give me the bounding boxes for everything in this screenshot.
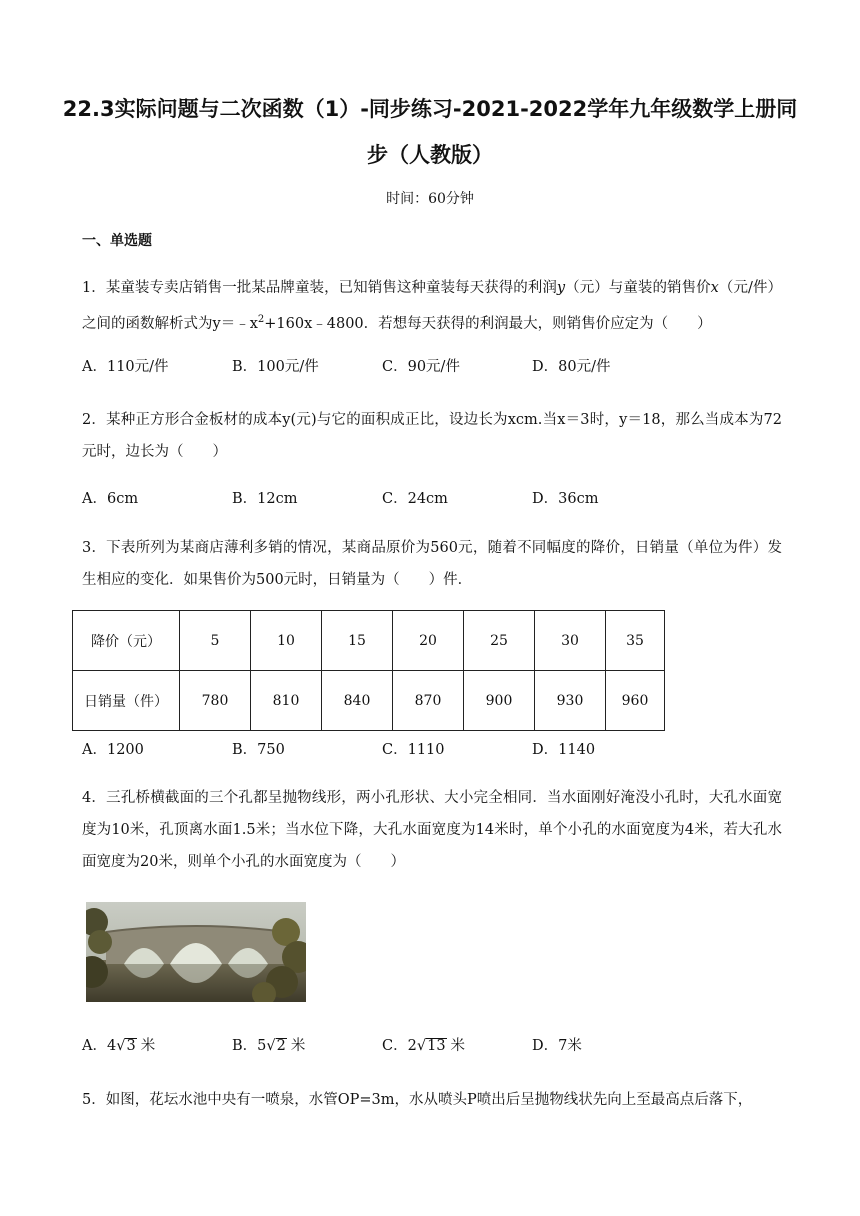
table-cell: 930 bbox=[535, 671, 606, 731]
table-cell: 15 bbox=[322, 611, 393, 671]
table-cell: 30 bbox=[535, 611, 606, 671]
table-cell: 25 bbox=[464, 611, 535, 671]
table-header-cell: 降价（元） bbox=[73, 611, 180, 671]
q3-option-a[interactable]: A．1200 bbox=[82, 742, 144, 758]
q4-option-b[interactable]: B．5√2 米 bbox=[232, 1038, 306, 1054]
table-cell: 20 bbox=[393, 611, 464, 671]
question-5-text: 5．如图，花坛水池中央有一喷泉，水管OP=3m，水从喷头P喷出后呈抛物线状先向上至最高点后落下， bbox=[82, 1092, 753, 1108]
bridge-photo bbox=[86, 902, 306, 1002]
time-limit: 时间：60分钟 bbox=[386, 191, 474, 207]
q3-option-c[interactable]: C．1110 bbox=[382, 742, 445, 758]
sqrt-icon: √ bbox=[116, 1038, 126, 1054]
table-cell: 900 bbox=[464, 671, 535, 731]
q2-option-d[interactable]: D．36cm bbox=[532, 491, 599, 507]
table-cell: 810 bbox=[251, 671, 322, 731]
table-cell: 5 bbox=[180, 611, 251, 671]
sqrt-icon: √ bbox=[416, 1038, 427, 1054]
table-cell: 840 bbox=[322, 671, 393, 731]
table-cell: 10 bbox=[251, 611, 322, 671]
table-cell: 870 bbox=[393, 671, 464, 731]
table-row bbox=[73, 611, 665, 671]
question-2-text: 2．某种正方形合金板材的成本y(元)与它的面积成正比，设边长为xcm.当x＝3时，y＝18，那么当成本为72元时，边长为（ ） bbox=[82, 412, 782, 460]
q1-option-b[interactable]: B．100元/件 bbox=[232, 359, 319, 375]
q1-option-d[interactable]: D．80元/件 bbox=[532, 359, 611, 375]
q1-option-c[interactable]: C．90元/件 bbox=[382, 359, 460, 375]
table-header-cell: 日销量（件） bbox=[73, 671, 180, 731]
q2-option-b[interactable]: B．12cm bbox=[232, 491, 298, 507]
q1-formula: $y=﹣x^2+160x﹣4800$ bbox=[212, 314, 364, 332]
table-cell: 960 bbox=[606, 671, 665, 731]
discount-sales-table bbox=[72, 610, 665, 731]
table-cell: 35 bbox=[606, 611, 665, 671]
sqrt-icon: √ bbox=[266, 1038, 276, 1054]
q4-option-d[interactable]: D．7米 bbox=[532, 1038, 582, 1054]
table-cell: 780 bbox=[180, 671, 251, 731]
question-3-text: 3．下表所列为某商店薄利多销的情况，某商品原价为560元，随着不同幅度的降价，日销量（单位为件）发生相应的变化．如果售价为500元时，日销量为（ ）件． bbox=[82, 540, 782, 588]
q1-option-a[interactable]: A．110元/件 bbox=[82, 359, 169, 375]
section-heading: 一、单选题 bbox=[82, 233, 152, 249]
q4-option-a[interactable]: A．4√3 米 bbox=[82, 1038, 156, 1054]
q2-option-c[interactable]: C．24cm bbox=[382, 491, 448, 507]
q3-option-d[interactable]: D．1140 bbox=[532, 742, 596, 758]
q2-option-a[interactable]: A．6cm bbox=[82, 491, 139, 507]
question-4-text: 4．三孔桥横截面的三个孔都呈抛物线形，两小孔形状、大小完全相同．当水面刚好淹没小孔时，大孔水面宽度为10米，孔顶离水面1.5米；当水位下降，大孔水面宽度为14米时，单个小孔的水面宽度为4米，若大孔水面宽度为20米，则单个小孔的水面宽度为（ ） bbox=[82, 790, 782, 870]
table-row bbox=[73, 671, 665, 731]
q3-option-b[interactable]: B．750 bbox=[232, 742, 285, 758]
q4-option-c[interactable]: C．2√13 米 bbox=[382, 1038, 466, 1054]
question-1-text: 1．某童装专卖店销售一批某品牌童装，已知销售这种童装每天获得的利润y（元）与童装的销售价x（元/件）之间的函数解析式为$y=﹣x^2+160x﹣4800$．若想每天获得的利润最大，则销售价应定为（ ） bbox=[82, 280, 782, 332]
document-title: 22.3实际问题与二次函数（1）-同步练习-2021-2022学年九年级数学上册同步（人教版） bbox=[62, 97, 798, 167]
